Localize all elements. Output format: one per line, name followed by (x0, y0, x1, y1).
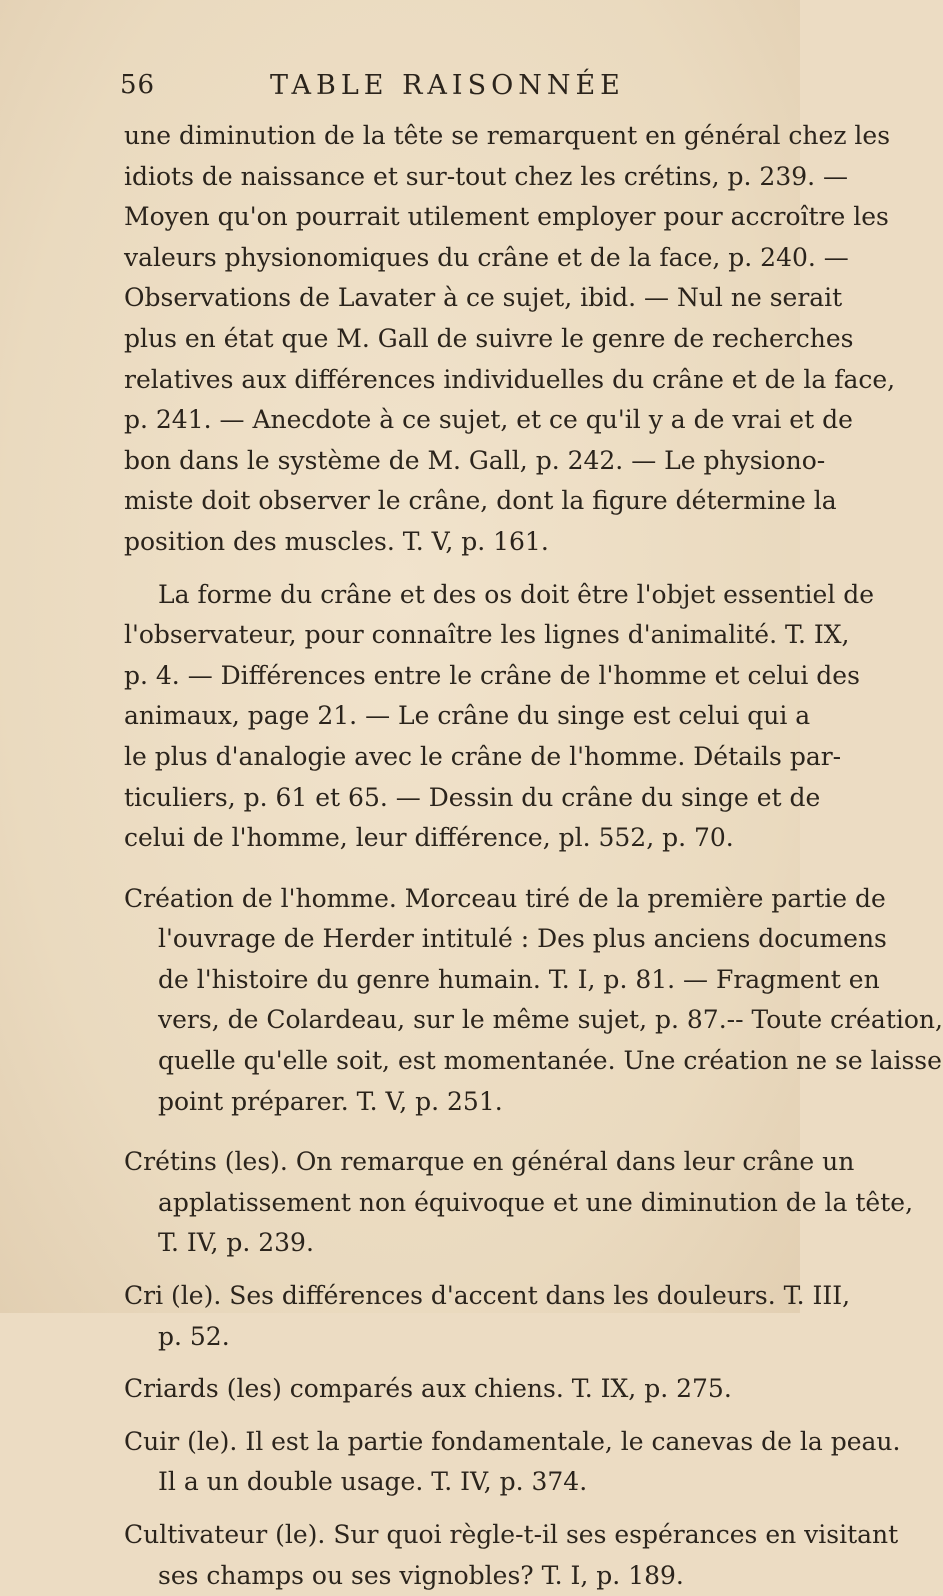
text-line: La forme du crâne et des os doit être l'objet essentiel de (158, 579, 875, 609)
index-entry-cuir (124, 1422, 901, 1503)
text-line: T. IV, p. 239. (158, 1228, 314, 1258)
text-line: animaux, page 21. — Le crâne du singe est celui qui a (124, 701, 811, 731)
text-line: de l'histoire du genre humain. T. I, p. 81. — Fragment en (158, 964, 880, 994)
text-line: relatives aux différences individuelles du crâne et de la face, (124, 364, 896, 394)
index-entry-cri (124, 1276, 851, 1357)
index-entry-creation (124, 879, 943, 1123)
text-line: le plus d'analogie avec le crâne de l'homme. Détails par- (124, 741, 842, 771)
paragraph-continuation (124, 116, 896, 563)
index-entry-cretins (124, 1142, 914, 1264)
running-title: TABLE RAISONNÉE (270, 70, 625, 101)
text-line: quelle qu'elle soit, est momentanée. Une création ne se laisse (158, 1046, 942, 1076)
text-line: une diminution de la tête se remarquent en général chez les (124, 121, 891, 150)
page-number: 56 (120, 70, 156, 100)
text-line: applatissement non équivoque et une diminution de la tête, (158, 1187, 914, 1217)
paragraph (124, 575, 875, 859)
index-entry-cultivateur (124, 1515, 899, 1596)
text-line: valeurs physionomiques du crâne et de la face, p. 240. — (124, 242, 849, 272)
text-line: miste doit observer le crâne, dont la figure détermine la (124, 486, 837, 516)
text-line: Cuir (le). Il est la partie fondamentale, le canevas de la peau. (124, 1426, 901, 1456)
text-line: bon dans le système de M. Gall, p. 242. — Le physiono- (124, 445, 826, 475)
page-body (124, 116, 943, 1596)
text-line: Il a un double usage. T. IV, p. 374. (158, 1467, 588, 1497)
text-line: p. 4. — Différences entre le crâne de l'homme et celui des (124, 660, 860, 690)
text-line: p. 52. (158, 1321, 230, 1351)
text-line: ses champs ou ses vignobles? T. I, p. 189. (158, 1560, 684, 1590)
text-line: plus en état que M. Gall de suivre le genre de recherches (124, 323, 854, 353)
text-line: Création de l'homme. Morceau tiré de la première partie de (124, 883, 886, 913)
index-entry-criards (124, 1369, 764, 1410)
text-line: p. 241. — Anecdote à ce sujet, et ce qu'il y a de vrai et de (124, 405, 853, 435)
page-header (120, 70, 760, 106)
text-line: Criards (les) comparés aux chiens. T. IX, p. 275. (124, 1374, 732, 1404)
text-line: point préparer. T. V, p. 251. (158, 1086, 503, 1116)
text-line: Cri (le). Ses différences d'accent dans les douleurs. T. III, (124, 1281, 851, 1311)
text-line: idiots de naissance et sur-tout chez les crétins, p. 239. — (124, 161, 849, 191)
text-line: celui de l'homme, leur différence, pl. 552, p. 70. (124, 823, 734, 853)
text-line: position des muscles. T. V, p. 161. (124, 526, 549, 556)
text-line: ticuliers, p. 61 et 65. — Dessin du crâne du singe et de (124, 782, 821, 812)
text-line: l'ouvrage de Herder intitulé : Des plus anciens documens (158, 924, 887, 954)
text-line: Observations de Lavater à ce sujet, ibid. — Nul ne serait (124, 283, 843, 313)
text-line: vers, de Colardeau, sur le même sujet, p. 87.-- Toute création, (158, 1005, 943, 1035)
text-line: Cultivateur (le). Sur quoi règle-t-il ses espérances en visitant (124, 1520, 899, 1549)
text-line: Moyen qu'on pourrait utilement employer pour accroître les (124, 202, 889, 232)
text-line: l'observateur, pour connaître les lignes d'animalité. T. IX, (124, 620, 850, 650)
text-line: Crétins (les). On remarque en général dans leur crâne un (124, 1147, 855, 1177)
